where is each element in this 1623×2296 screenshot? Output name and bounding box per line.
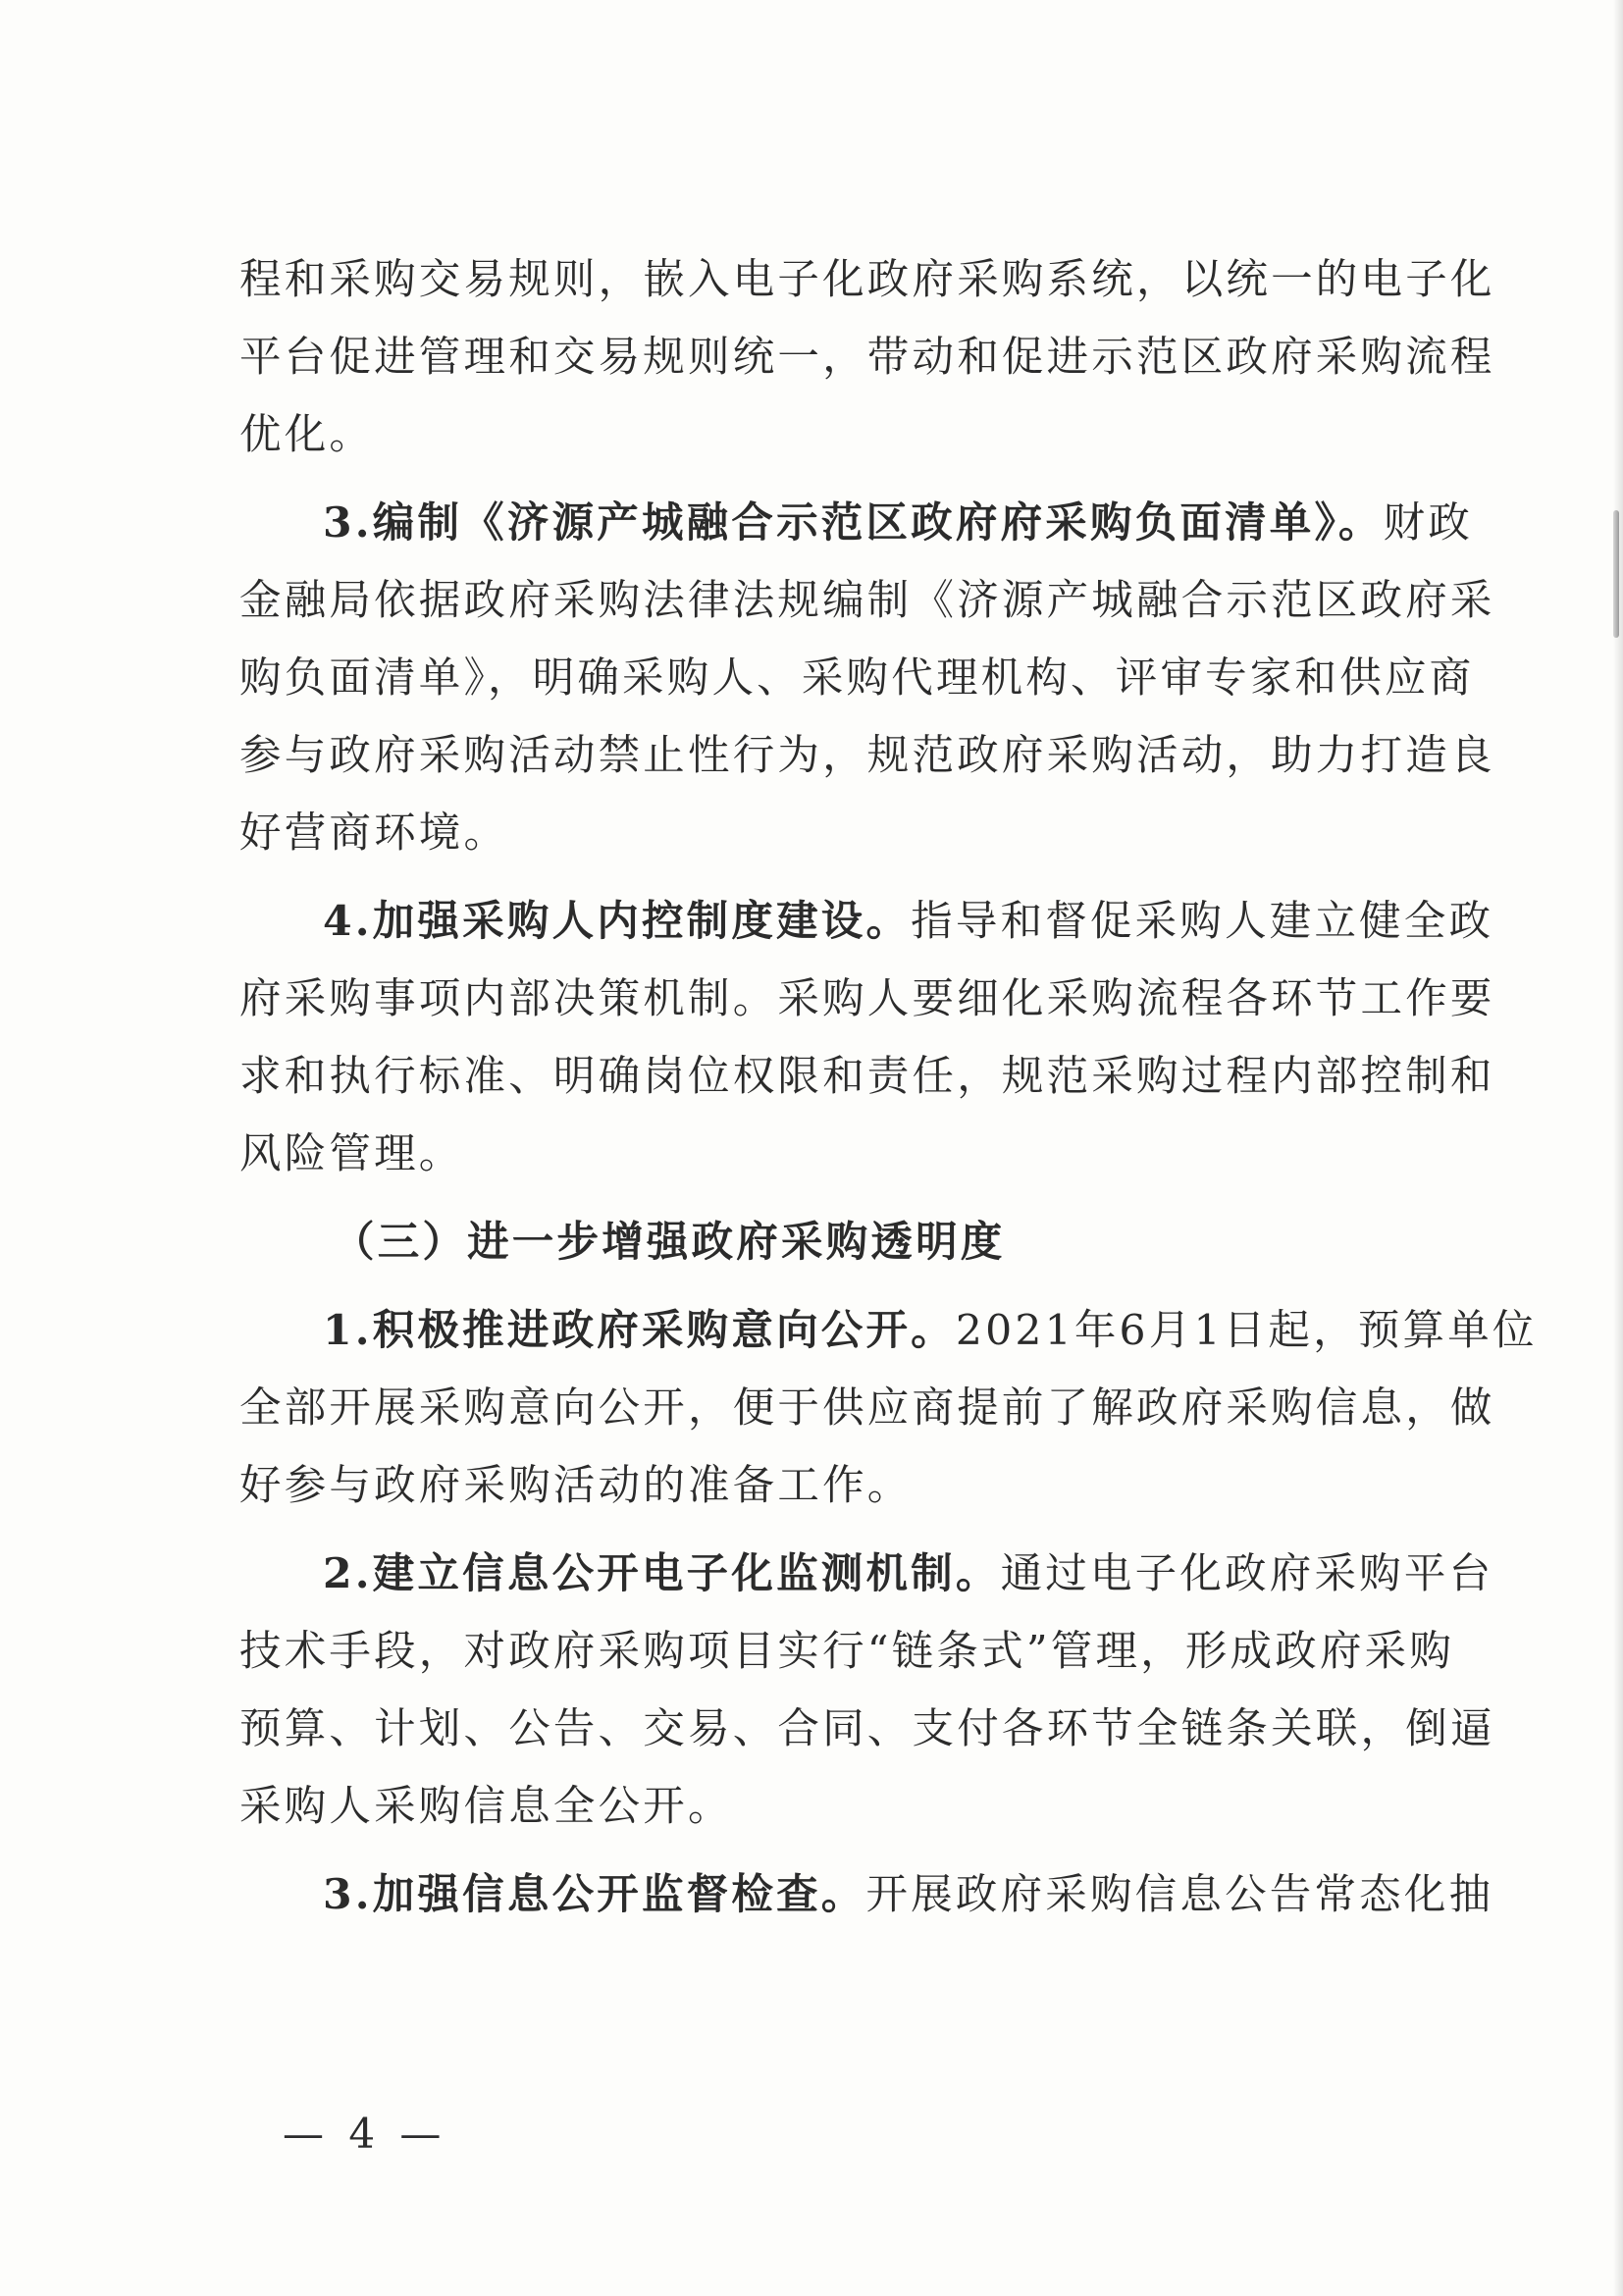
text-line: 平台促进管理和交易规则统一，带动和促进示范区政府采购流程 [239, 334, 1495, 382]
item-text: 开展政府采购信息公告常态化抽 [865, 1871, 1494, 1919]
item-heading: 3.编制《济源产城融合示范区政府府采购负面清单》。 [323, 498, 1384, 548]
item-text: 2021年6月1日起，预算单位 [955, 1307, 1538, 1355]
item-text: 指导和督促采购人建立健全政 [911, 898, 1494, 946]
text-line: 采购人采购信息全公开。 [239, 1783, 733, 1831]
text-line: 求和执行标准、明确岗位权限和责任，规范采购过程内部控制和 [239, 1053, 1495, 1101]
item-heading: 3.加强信息公开监督检查。 [323, 1870, 866, 1919]
paragraph-first-line [239, 883, 1494, 961]
text-line: 好参与政府采购活动的准备工作。 [239, 1462, 913, 1510]
paragraph-first-line [239, 1536, 1494, 1613]
item-heading: 4.加强采购人内控制度建设。 [323, 897, 912, 946]
text-line: 技术手段，对政府采购项目实行“链条式”管理，形成政府采购 [239, 1628, 1455, 1676]
item-text: 财政 [1383, 499, 1474, 548]
paragraph-first-line [239, 485, 1474, 562]
paragraph-first-line [239, 1292, 1538, 1370]
text-line: 全部开展采购意向公开，便于供应商提前了解政府采购信息，做 [239, 1384, 1495, 1433]
text-line: 参与政府采购活动禁止性行为，规范政府采购活动，助力打造良 [239, 732, 1495, 780]
item-heading: 2.建立信息公开电子化监测机制。 [323, 1549, 1001, 1598]
scan-edge-mark [1613, 510, 1619, 638]
item-heading: 1.积极推进政府采购意向公开。 [323, 1306, 956, 1355]
page-number: — 4 — [283, 2110, 447, 2158]
text-line: 程和采购交易规则，嵌入电子化政府采购系统，以统一的电子化 [239, 256, 1495, 304]
text-line: 风险管理。 [239, 1130, 464, 1178]
paragraph-first-line [239, 1856, 1494, 1934]
text-line: 预算、计划、公告、交易、合同、支付各环节全链条关联，倒逼 [239, 1705, 1495, 1753]
item-text: 通过电子化政府采购平台 [1000, 1550, 1494, 1598]
text-line: 好营商环境。 [239, 809, 509, 858]
page-edge-shadow [1613, 0, 1623, 2296]
text-line: 府采购事项内部决策机制。采购人要细化采购流程各环节工作要 [239, 975, 1495, 1023]
document-body [239, 241, 1538, 1934]
text-line: 购负面清单》，明确采购人、采购代理机构、评审专家和供应商 [239, 654, 1475, 703]
section-heading: （三）进一步增强政府采购透明度 [333, 1218, 1006, 1267]
text-line: 金融局依据政府采购法律法规编制《济源产城融合示范区政府采 [239, 577, 1495, 625]
text-line: 优化。 [239, 411, 375, 459]
